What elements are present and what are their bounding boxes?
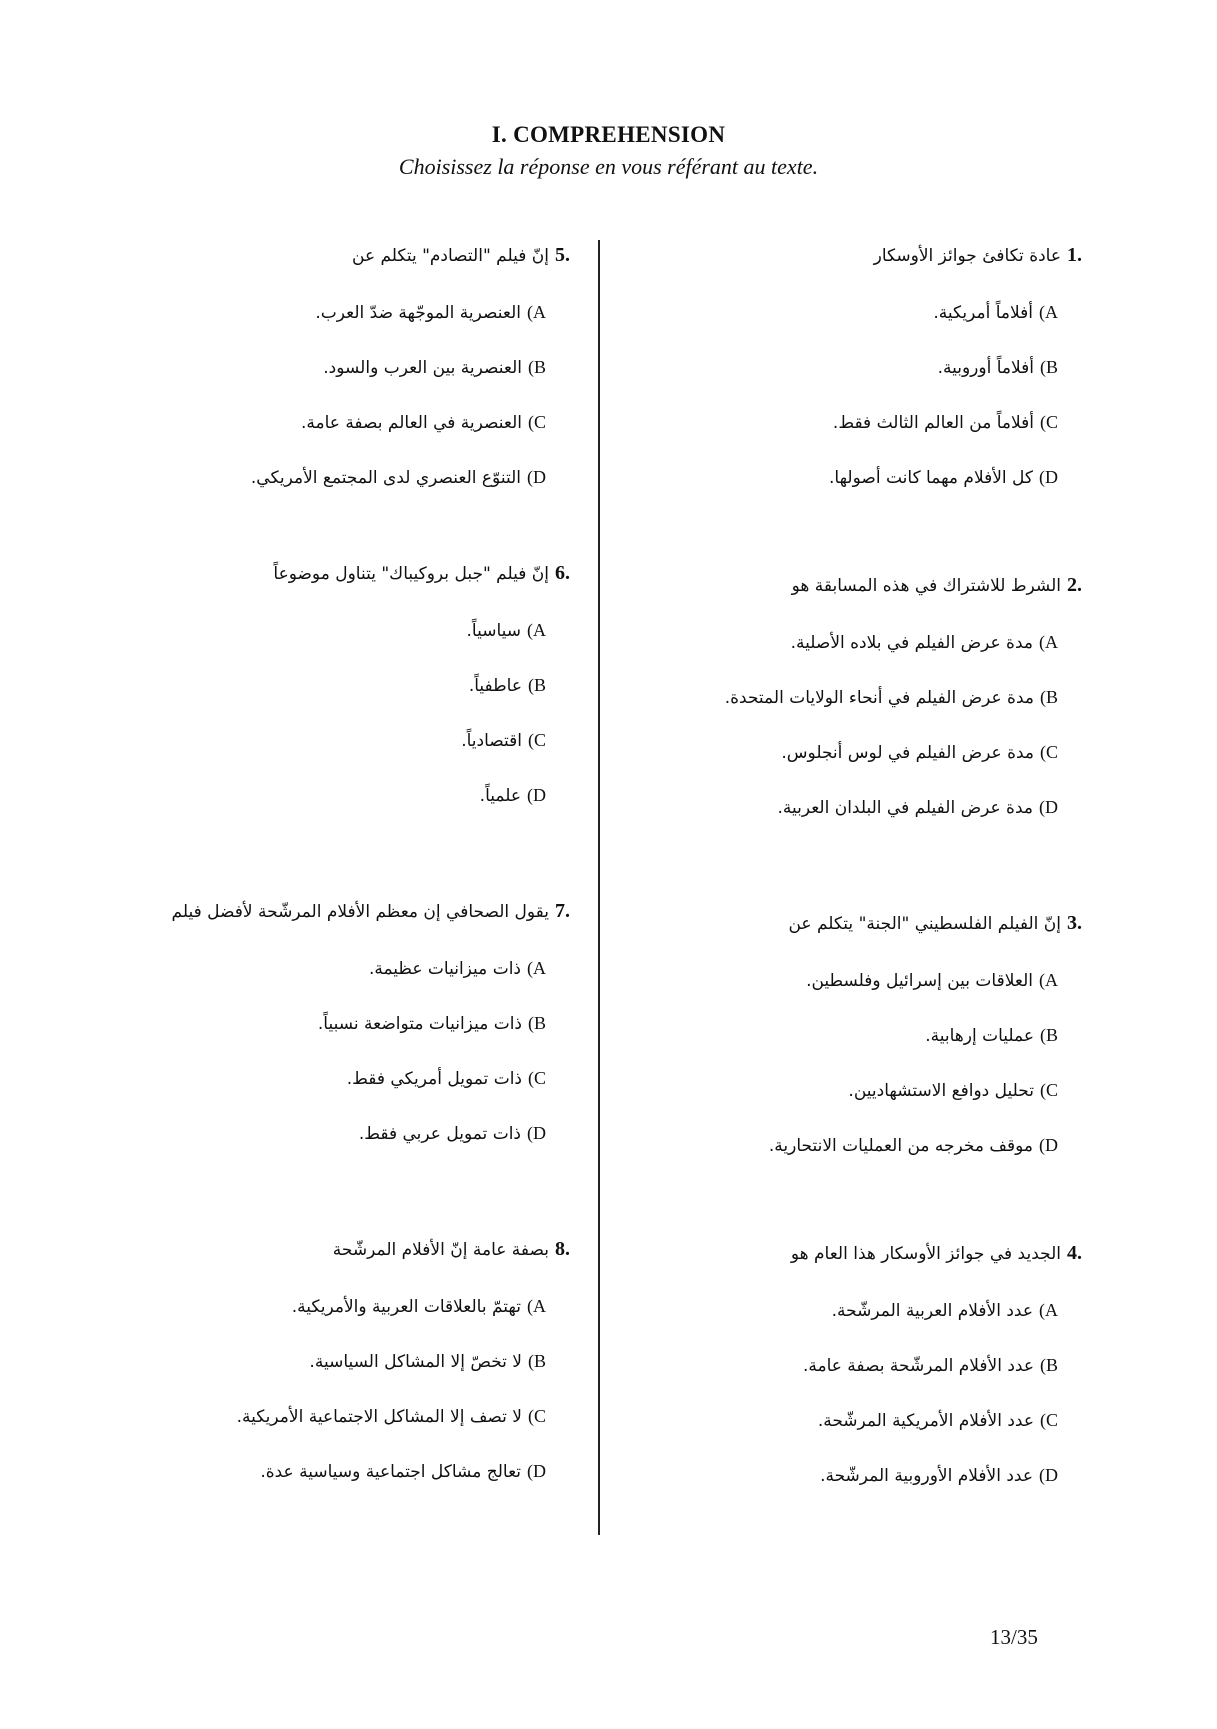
option-label: (C	[1040, 1080, 1058, 1100]
question-stem	[110, 560, 570, 590]
option-text: أفلاماً أوروبية.	[937, 358, 1034, 378]
question-text: عادة تكافئ جوائز الأوسكار	[873, 246, 1061, 266]
question-2	[620, 572, 1082, 822]
option-text: عدد الأفلام المرشّحة بصفة عامة.	[802, 1356, 1034, 1376]
option-label: (B	[1040, 357, 1058, 377]
option-a[interactable]	[620, 940, 1082, 995]
option-b[interactable]	[110, 1321, 570, 1376]
option-text: ذات ميزانيات عظيمة.	[368, 959, 521, 979]
question-text: يقول الصحافي إن معظم الأفلام المرشّحة لأفضل فيلم	[171, 902, 549, 922]
option-text: مدة عرض الفيلم في لوس أنجلوس.	[781, 743, 1034, 763]
option-text: عدد الأفلام الأوروبية المرشّحة.	[820, 1466, 1033, 1486]
question-5	[110, 242, 570, 492]
option-label: (A	[527, 1296, 546, 1316]
option-label: (B	[1040, 1025, 1058, 1045]
option-d[interactable]	[620, 437, 1082, 492]
option-a[interactable]	[110, 928, 570, 983]
question-8	[110, 1236, 570, 1486]
option-d[interactable]	[110, 755, 570, 810]
option-c[interactable]	[620, 382, 1082, 437]
option-c[interactable]	[110, 382, 570, 437]
question-text: إنّ الفيلم الفلسطيني "الجنة" يتكلم عن	[788, 914, 1061, 934]
option-a[interactable]	[620, 602, 1082, 657]
question-text: إنّ فيلم "جبل بروكيباك" يتناول موضوعاً	[273, 564, 549, 584]
option-label: (D	[527, 467, 546, 487]
option-d[interactable]	[620, 767, 1082, 822]
option-text: التنوّع العنصري لدى المجتمع الأمريكي.	[250, 468, 521, 488]
option-label: (A	[527, 620, 546, 640]
option-label: (C	[1040, 742, 1058, 762]
option-label: (A	[1039, 970, 1058, 990]
option-label: (A	[1039, 1300, 1058, 1320]
option-text: أفلاماً أمريكية.	[933, 303, 1033, 323]
option-text: تحليل دوافع الاستشهاديين.	[848, 1081, 1034, 1101]
option-text: عمليات إرهابية.	[925, 1026, 1034, 1046]
option-b[interactable]	[110, 983, 570, 1038]
option-text: سياسياً.	[466, 621, 521, 641]
option-a[interactable]	[620, 1270, 1082, 1325]
section-title: I. COMPREHENSION	[491, 122, 726, 147]
question-stem	[110, 242, 570, 272]
option-label: (C	[528, 1068, 546, 1088]
question-1	[620, 242, 1082, 492]
option-label: (B	[1040, 1355, 1058, 1375]
option-a[interactable]	[620, 272, 1082, 327]
option-d[interactable]	[620, 1435, 1082, 1490]
option-label: (B	[528, 357, 546, 377]
question-number: 6.	[555, 562, 570, 584]
option-text: العنصرية بين العرب والسود.	[323, 358, 522, 378]
question-number: 4.	[1067, 1242, 1082, 1264]
question-stem	[110, 898, 570, 928]
option-label: (D	[527, 1123, 546, 1143]
question-number: 7.	[555, 900, 570, 922]
option-label: (C	[1040, 412, 1058, 432]
question-number: 5.	[555, 244, 570, 266]
question-text: إنّ فيلم "التصادم" يتكلم عن	[352, 246, 549, 266]
column-divider	[598, 240, 600, 1535]
instruction-text: Choisissez la réponse en vous référant au texte.	[398, 154, 819, 179]
option-text: مدة عرض الفيلم في أنحاء الولايات المتحدة.	[724, 688, 1034, 708]
page-number: 13/35	[990, 1625, 1038, 1649]
option-label: (A	[527, 958, 546, 978]
question-stem	[620, 1240, 1082, 1270]
option-d[interactable]	[110, 1093, 570, 1148]
question-text: بصفة عامة إنّ الأفلام المرشّحة	[332, 1240, 549, 1260]
option-text: ذات تمويل أمريكي فقط.	[346, 1069, 522, 1089]
option-label: (C	[528, 730, 546, 750]
option-a[interactable]	[110, 272, 570, 327]
option-c[interactable]	[620, 1380, 1082, 1435]
option-c[interactable]	[620, 712, 1082, 767]
option-text: مدة عرض الفيلم في البلدان العربية.	[777, 798, 1033, 818]
option-text: ذات ميزانيات متواضعة نسبياً.	[317, 1014, 522, 1034]
option-text: اقتصادياً.	[461, 731, 522, 751]
question-number: 1.	[1067, 244, 1082, 266]
option-b[interactable]	[620, 657, 1082, 712]
question-text: الشرط للاشتراك في هذه المسابقة هو	[791, 576, 1061, 596]
option-label: (D	[527, 785, 546, 805]
option-c[interactable]	[620, 1050, 1082, 1105]
option-label: (D	[1039, 1135, 1058, 1155]
option-c[interactable]	[110, 700, 570, 755]
question-4	[620, 1240, 1082, 1490]
option-label: (D	[1039, 797, 1058, 817]
option-text: العنصرية الموجّهة ضدّ العرب.	[315, 303, 521, 323]
option-a[interactable]	[110, 1266, 570, 1321]
option-b[interactable]	[620, 1325, 1082, 1380]
option-c[interactable]	[110, 1038, 570, 1093]
question-stem	[620, 242, 1082, 272]
option-text: موقف مخرجه من العمليات الانتحارية.	[768, 1136, 1033, 1156]
question-stem	[620, 572, 1082, 602]
question-6	[110, 560, 570, 810]
option-c[interactable]	[110, 1376, 570, 1431]
option-text: لا تخصّ إلا المشاكل السياسية.	[309, 1352, 522, 1372]
question-number: 3.	[1067, 912, 1082, 934]
option-text: عدد الأفلام الأمريكية المرشّحة.	[817, 1411, 1034, 1431]
option-label: (D	[527, 1461, 546, 1481]
question-stem	[620, 910, 1082, 940]
option-text: أفلاماً من العالم الثالث فقط.	[832, 413, 1034, 433]
option-text: عاطفياً.	[468, 676, 522, 696]
page-header	[0, 118, 1217, 182]
option-a[interactable]	[110, 590, 570, 645]
question-3	[620, 910, 1082, 1160]
option-text: ذات تمويل عربي فقط.	[358, 1124, 521, 1144]
option-b[interactable]	[620, 327, 1082, 382]
option-label: (B	[528, 1013, 546, 1033]
option-text: علمياً.	[479, 786, 521, 806]
option-label: (C	[528, 1406, 546, 1426]
option-label: (B	[1040, 687, 1058, 707]
option-b[interactable]	[620, 995, 1082, 1050]
option-text: العنصرية في العالم بصفة عامة.	[300, 413, 522, 433]
option-d[interactable]	[110, 437, 570, 492]
option-b[interactable]	[110, 327, 570, 382]
option-label: (B	[528, 1351, 546, 1371]
option-label: (A	[1039, 302, 1058, 322]
option-label: (A	[527, 302, 546, 322]
option-text: عدد الأفلام العربية المرشّحة.	[831, 1301, 1033, 1321]
option-text: تعالج مشاكل اجتماعية وسياسية عدة.	[260, 1462, 521, 1482]
option-label: (C	[1040, 1410, 1058, 1430]
option-text: لا تصف إلا المشاكل الاجتماعية الأمريكية.	[236, 1407, 522, 1427]
option-text: تهتمّ بالعلاقات العربية والأمريكية.	[291, 1297, 521, 1317]
question-stem	[110, 1236, 570, 1266]
option-label: (B	[528, 675, 546, 695]
option-text: مدة عرض الفيلم في بلاده الأصلية.	[790, 633, 1033, 653]
option-label: (A	[1039, 632, 1058, 652]
question-number: 8.	[555, 1238, 570, 1260]
option-label: (C	[528, 412, 546, 432]
option-label: (D	[1039, 467, 1058, 487]
option-label: (D	[1039, 1465, 1058, 1485]
question-text: الجديد في جوائز الأوسكار هذا العام هو	[790, 1244, 1061, 1264]
option-text: العلاقات بين إسرائيل وفلسطين.	[806, 971, 1033, 991]
option-d[interactable]	[110, 1431, 570, 1486]
option-text: كل الأفلام مهما كانت أصولها.	[829, 468, 1033, 488]
option-b[interactable]	[110, 645, 570, 700]
question-number: 2.	[1067, 574, 1082, 596]
option-d[interactable]	[620, 1105, 1082, 1160]
question-7	[110, 898, 570, 1148]
